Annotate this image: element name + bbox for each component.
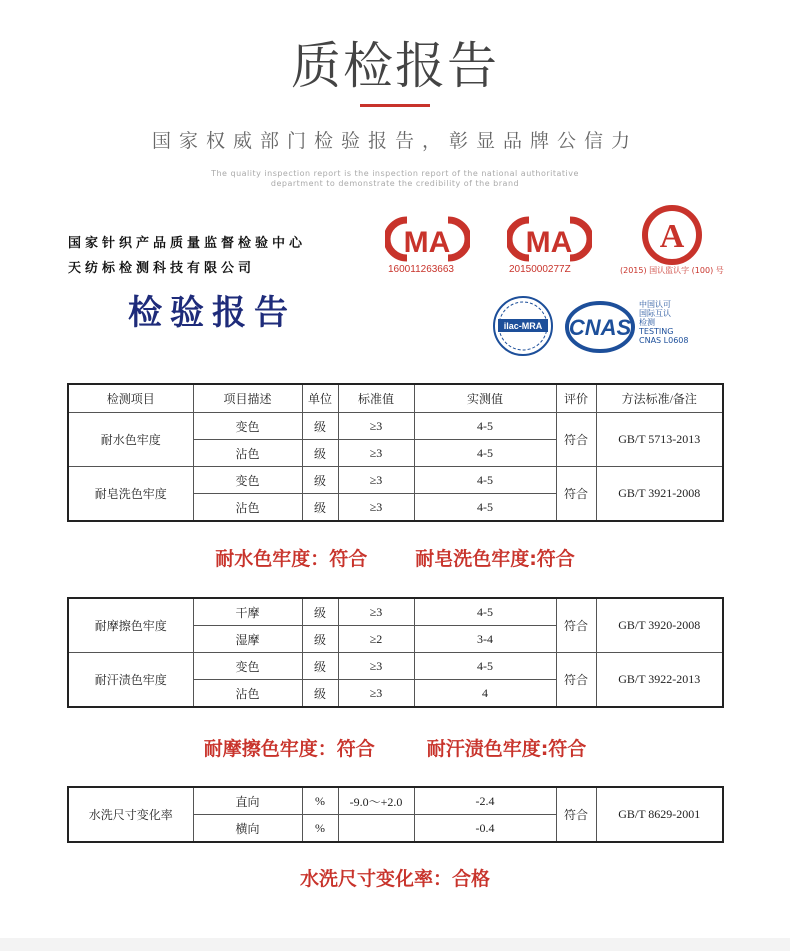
standard-value [338, 815, 414, 843]
subtitle-english-line1: The quality inspection report is the inspection report of the national authoritative [211, 169, 579, 178]
standard-value: ≥3 [338, 467, 414, 494]
standard-value: ≥3 [338, 653, 414, 680]
standard-value: ≥3 [338, 680, 414, 708]
summary-2 [0, 734, 790, 761]
cnas-caption-line: 检测 [639, 318, 655, 327]
item-description: 沾色 [193, 494, 302, 522]
table-row [68, 653, 723, 680]
cnas-caption-line: CNAS L0608 [639, 336, 689, 345]
subtitle-english-line2: department to demonstrate the credibility of the brand [270, 179, 520, 188]
cal-mark-icon [612, 205, 732, 265]
page-subtitle: 国家权威部门检验报告，彰显品牌公信力 [151, 130, 638, 152]
cma-number-1: 160011263663 [388, 264, 454, 275]
bottom-divider [0, 938, 790, 951]
item-description: 直向 [193, 787, 302, 815]
unit: 级 [302, 626, 338, 653]
method-standard: GB/T 8629-2001 [596, 787, 723, 842]
method-standard: GB/T 3922-2013 [596, 653, 723, 708]
header-cell: 检测项目 [68, 384, 193, 413]
inspection-table-1 [67, 383, 724, 522]
unit: 级 [302, 467, 338, 494]
cnas-caption-line: 国际互认 [639, 309, 671, 318]
page-title: 质检报告 [291, 37, 499, 95]
standard-value: ≥3 [338, 494, 414, 522]
cma-logo-2 [507, 214, 592, 278]
unit: % [302, 787, 338, 815]
ilac-mra-icon [492, 295, 554, 357]
cma-mark-icon [385, 214, 470, 264]
evaluation: 符合 [556, 467, 596, 522]
item-description: 变色 [193, 653, 302, 680]
cal-caption: (2015) 国认监认字 (100) 号 [620, 266, 724, 275]
unit: 级 [302, 413, 338, 440]
summary-3: 水洗尺寸变化率：合格 [299, 868, 490, 890]
item-description: 沾色 [193, 680, 302, 708]
cma-mark-icon [507, 214, 592, 264]
item-description: 干摩 [193, 598, 302, 626]
cnas-caption [639, 300, 688, 345]
measured-value: 4-5 [414, 598, 556, 626]
unit: 级 [302, 598, 338, 626]
inspection-table-2 [67, 597, 724, 708]
standard-value: -9.0～+2.0 [338, 787, 414, 815]
cnas-caption-line: TESTING [639, 327, 674, 336]
measured-value: 4-5 [414, 440, 556, 467]
test-item: 耐汗渍色牢度 [68, 653, 193, 708]
ilac-mra-logo [492, 295, 554, 357]
unit: 级 [302, 440, 338, 467]
item-description: 湿摩 [193, 626, 302, 653]
standard-value: ≥2 [338, 626, 414, 653]
cnas-text: CNAS [568, 315, 632, 340]
cal-letter: A [659, 218, 685, 255]
cnas-caption-line: 中国认可 [639, 300, 671, 309]
header-cell: 实测值 [414, 384, 556, 413]
table-header-row [68, 384, 723, 413]
header-cell: 评价 [556, 384, 596, 413]
cma-letters: MA [525, 226, 573, 259]
header-cell: 单位 [302, 384, 338, 413]
summary-2-left: 耐摩擦色牢度：符合 [203, 738, 375, 760]
unit: 级 [302, 653, 338, 680]
item-description: 沾色 [193, 440, 302, 467]
header-cell: 项目描述 [193, 384, 302, 413]
measured-value: -2.4 [414, 787, 556, 815]
table-row [68, 467, 723, 494]
header-cell: 标准值 [338, 384, 414, 413]
unit: 级 [302, 494, 338, 522]
measured-value: 4-5 [414, 494, 556, 522]
cnas-mark-icon [563, 298, 637, 356]
cma-letters: MA [403, 226, 451, 259]
method-standard: GB/T 5713-2013 [596, 413, 723, 467]
measured-value: -0.4 [414, 815, 556, 843]
standard-value: ≥3 [338, 440, 414, 467]
table-row [68, 598, 723, 626]
test-item: 耐水色牢度 [68, 413, 193, 467]
evaluation: 符合 [556, 653, 596, 708]
method-standard: GB/T 3921-2008 [596, 467, 723, 522]
cal-logo [612, 205, 732, 280]
item-description: 变色 [193, 467, 302, 494]
measured-value: 4-5 [414, 413, 556, 440]
test-item: 水洗尺寸变化率 [68, 787, 193, 842]
summary-1-left: 耐水色牢度：符合 [215, 548, 368, 570]
item-description: 变色 [193, 413, 302, 440]
unit: 级 [302, 680, 338, 708]
evaluation: 符合 [556, 787, 596, 842]
measured-value: 4 [414, 680, 556, 708]
inspection-table-3 [67, 786, 724, 843]
evaluation: 符合 [556, 413, 596, 467]
report-title: 检验报告 [128, 293, 296, 333]
measured-value: 4-5 [414, 467, 556, 494]
item-description: 横向 [193, 815, 302, 843]
table-row [68, 787, 723, 815]
summary-1-right: 耐皂洗色牢度:符合 [415, 548, 575, 570]
ilac-text: ilac-MRA [503, 321, 543, 331]
header-cell: 方法标准/备注 [596, 384, 723, 413]
org-name-1: 国家针织产品质量监督检验中心 [68, 236, 307, 251]
unit: % [302, 815, 338, 843]
cma-logo-1 [385, 214, 470, 278]
standard-value: ≥3 [338, 598, 414, 626]
measured-value: 4-5 [414, 653, 556, 680]
standard-value: ≥3 [338, 413, 414, 440]
cnas-logo [563, 298, 693, 356]
org-name-2: 天纺标检测科技有限公司 [68, 261, 256, 276]
measured-value: 3-4 [414, 626, 556, 653]
cma-number-2: 2015000277Z [509, 264, 571, 275]
test-item: 耐皂洗色牢度 [68, 467, 193, 522]
method-standard: GB/T 3920-2008 [596, 598, 723, 653]
title-underline [360, 104, 430, 107]
test-item: 耐摩擦色牢度 [68, 598, 193, 653]
table-row [68, 413, 723, 440]
summary-2-right: 耐汗渍色牢度:符合 [426, 738, 587, 760]
summary-1 [0, 544, 790, 571]
evaluation: 符合 [556, 598, 596, 653]
